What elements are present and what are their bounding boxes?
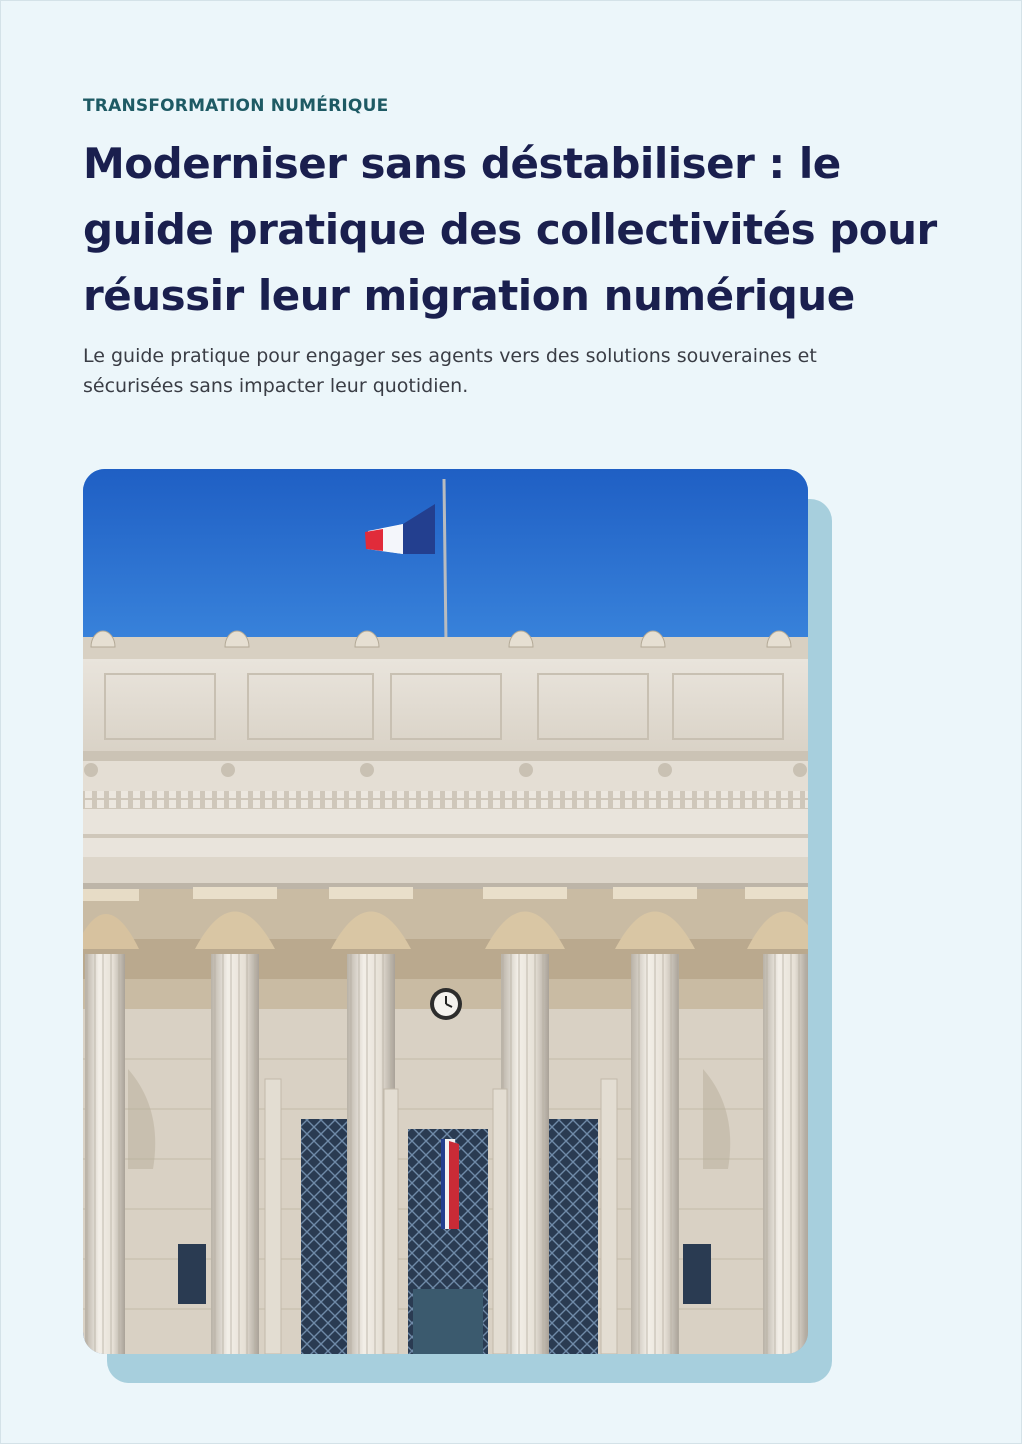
category-kicker: TRANSFORMATION NUMÉRIQUE [83, 96, 389, 116]
courthouse-photo [83, 469, 808, 1354]
cover-title: Moderniser sans déstabiliser : le guide pratique des collectivités pour réussir leur migration numérique [83, 139, 937, 320]
cover-subtitle: Le guide pratique pour engager ses agents vers des solutions souveraines et sécurisées sans impacter leur quotidien. [83, 345, 817, 397]
